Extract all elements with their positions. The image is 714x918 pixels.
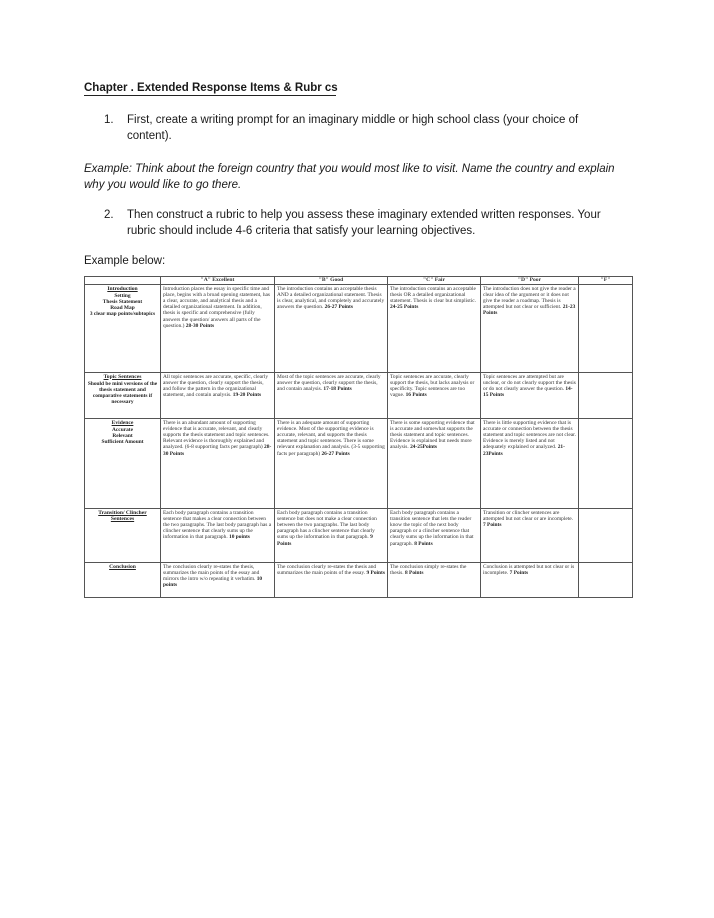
grade-points: 14-15 Points	[483, 385, 573, 399]
rubric-header-row	[85, 277, 633, 285]
rubric-grade-cell	[161, 285, 275, 373]
rubric-grade-cell	[579, 563, 633, 598]
grade-points: 16 Points	[405, 392, 427, 399]
grade-description: Introduction places the essay in specific time and place, begins with a broad opening statement, has a clear, accurate, and analytical thesis and a detailed organizational statement. In addition, thesis is specific and comprehensive (fully answers the question/ answers all parts of the question.)	[163, 285, 271, 329]
rubric-grade-cell	[481, 285, 579, 373]
criterion-name: Transition/ Clincher Sentences	[98, 509, 147, 522]
rubric-grade-cell	[275, 563, 388, 598]
rubric-grade-cell	[275, 419, 388, 509]
grade-points: 21-23 Points	[483, 304, 576, 317]
grade-points: 21-23Points	[483, 444, 565, 457]
rubric-header-cell: "C" Fair	[388, 277, 481, 285]
criterion-name: Evidence	[111, 419, 134, 426]
grade-description: The introduction does not give the reader a clear idea of the argument or it does not give the reader a roadmap. Thesis is attempted but not clear or sufficient.	[483, 285, 576, 311]
grade-description: Most of the topic sentences are accurate, clearly answer the question, clearly support the thesis, and contain analysis.	[277, 373, 381, 392]
rubric-criterion-cell	[85, 419, 161, 509]
grade-description: Topic sentences are attempted but are unclear, or do not clearly support the thesis or do not clearly answer the question.	[483, 373, 576, 392]
rubric-grade-cell	[161, 509, 275, 563]
rubric-grade-cell	[388, 419, 481, 509]
rubric-grade-cell	[579, 509, 633, 563]
rubric-header-cell: "B" Good	[275, 277, 388, 285]
grade-description: All topic sentences are accurate, specific, clearly answer the question, clearly support the thesis, and follow the pattern in the organizational statement, and contain analysis.	[163, 373, 269, 399]
grade-description: There is some supporting evidence that is accurate and somewhat supports the thesis statement and topic sentences. Evidence is explained but needs more analysis.	[390, 419, 475, 451]
grade-points: 10 points	[229, 534, 250, 541]
rubric-row	[85, 509, 633, 563]
grade-points: 19-20 Points	[232, 392, 262, 399]
grade-points: 7 Points	[483, 521, 502, 528]
rubric-grade-cell	[161, 563, 275, 598]
rubric-grade-cell	[275, 509, 388, 563]
rubric-row	[85, 373, 633, 419]
rubric-grade-cell	[275, 285, 388, 373]
rubric-grade-cell	[481, 563, 579, 598]
rubric-grade-cell	[388, 373, 481, 419]
grade-description: The conclusion clearly re-states the thesis, summarizes the main points of the essay and mirrors the intro w/o repeating it verbatim.	[163, 563, 260, 582]
rubric-grade-cell	[388, 285, 481, 373]
rubric-header-cell: "F"	[579, 277, 633, 285]
grade-description: Topic sentences are accurate, clearly support the thesis, but lacks analysis or specificity. Topic sentences are too vague.	[390, 373, 475, 399]
grade-points: 26-27 Points	[324, 304, 353, 311]
criterion-name: Introduction	[107, 285, 138, 292]
rubric-grade-cell	[388, 509, 481, 563]
rubric-header-cell	[85, 277, 161, 285]
grade-description: There is an abundant amount of supporting evidence that is accurate, relevant, and clearly supports the thesis statement and topic sentences. Relevant evidence is thoroughly explained and analyzed. (6-8 supporting facts per paragraph)	[163, 419, 270, 451]
grade-description: There is little supporting evidence that is accurate or connection between the thesis statement and topic sentences are not clear. Evidence is merely listed and not adequately explained or analyzed.	[483, 419, 576, 451]
criterion-description: Should be mini versions of the thesis statement and comparative statements if necessary	[87, 380, 158, 406]
rubric-criterion-cell	[85, 373, 161, 419]
item-number: 1.	[104, 114, 114, 126]
rubric-row	[85, 563, 633, 598]
grade-points: 9 Points	[277, 534, 373, 547]
grade-description: The conclusion simply re-states the thesis.	[390, 563, 467, 576]
chapter-heading: Chapter . Extended Response Items & Rubr cs	[84, 82, 338, 94]
rubric-row	[85, 285, 633, 373]
rubric-grade-cell	[481, 419, 579, 509]
grade-points: 17-18 Points	[323, 385, 352, 392]
item-text: First, create a writing prompt for an imaginary middle or high school class (your choice of content).	[127, 114, 579, 142]
rubric-criterion-cell	[85, 285, 161, 373]
grade-points: 28-30 Points	[163, 444, 272, 457]
grade-points: 26-27 Points	[321, 450, 350, 457]
criterion-name: Conclusion	[109, 563, 136, 570]
grade-points: 24-25 Points	[390, 304, 419, 311]
criterion-name: Topic Sentences	[103, 373, 142, 380]
rubric-table	[84, 276, 633, 598]
grade-description: Transition or clincher sentences are attempted but not clear or are incomplete.	[483, 509, 573, 522]
grade-description: Each body paragraph contains a transition sentence that makes a clear connection between the two paragraphs. The last body paragraph has a clincher sentence that clearly sums up the information in that paragraph.	[163, 509, 272, 541]
rubric-grade-cell	[161, 373, 275, 419]
item-text: Then construct a rubric to help you assess these imaginary extended written responses. Your rubric should include 4-6 criteria that satisfy your learning objectives.	[127, 209, 601, 237]
rubric-grade-cell	[275, 373, 388, 419]
grade-description: There is an adequate amount of supporting evidence. Most of the supporting evidence is accurate, relevant, and supports the thesis statement and topic sentences. There is some relevant explanation and analysis. (3-5 supporting facts per paragraph)	[277, 419, 385, 457]
item-number: 2.	[104, 209, 114, 221]
grade-points: 9 Points	[366, 569, 385, 576]
grade-points: 10 points	[163, 575, 263, 589]
rubric-header-cell: "A" Excellent	[161, 277, 275, 285]
grade-description: Each body paragraph contains a transition sentence but does not make a clear connection between the two paragraphs. The last body paragraph has a clincher sentence that clearly sums up the information in that paragraph.	[277, 509, 377, 541]
grade-description: Conclusion is attempted but not clear or is incomplete.	[483, 563, 575, 576]
rubric-criterion-cell	[85, 509, 161, 563]
grade-points: 7 Points	[509, 569, 529, 576]
rubric-grade-cell	[579, 285, 633, 373]
grade-points: 28-30 Points	[185, 322, 215, 329]
example-below-label: Example below:	[84, 255, 166, 267]
grade-description: The introduction contains an acceptable thesis AND a detailed organizational statement. Thesis is clear, analytical, and completely and accurately answers the question.	[277, 285, 385, 311]
rubric-grade-cell	[388, 563, 481, 598]
rubric-grade-cell	[579, 373, 633, 419]
rubric-grade-cell	[481, 509, 579, 563]
example-prompt: Example: Think about the foreign country that you would most like to visit. Name the country and explain why you would like to go there.	[84, 163, 615, 191]
criterion-description: Setting Thesis Statement Road Map 3 clear map points/subtopics	[89, 292, 156, 318]
grade-description: Each body paragraph contains a transition sentence that lets the reader know the topic of the next body paragraph or a clincher sentence that clearly sums up the information in that paragraph.	[390, 509, 474, 547]
rubric-header-cell: "D" Poor	[481, 277, 579, 285]
grade-points: 24-25Points	[410, 444, 438, 451]
rubric-row	[85, 419, 633, 509]
rubric-grade-cell	[579, 419, 633, 509]
criterion-description: Accurate Relevant Sufficient Amount	[101, 426, 144, 446]
grade-points: 8 Points	[414, 540, 433, 547]
grade-description: The introduction contains an acceptable thesis OR a detailed organizational statement. Thesis is clear but simplistic.	[390, 285, 476, 304]
rubric-grade-cell	[481, 373, 579, 419]
rubric-criterion-cell	[85, 563, 161, 598]
grade-description: The conclusion clearly re-states the thesis and summarizes the main points of the essay.	[277, 563, 377, 576]
grade-points: 8 Points	[405, 569, 424, 576]
rubric-grade-cell	[161, 419, 275, 509]
